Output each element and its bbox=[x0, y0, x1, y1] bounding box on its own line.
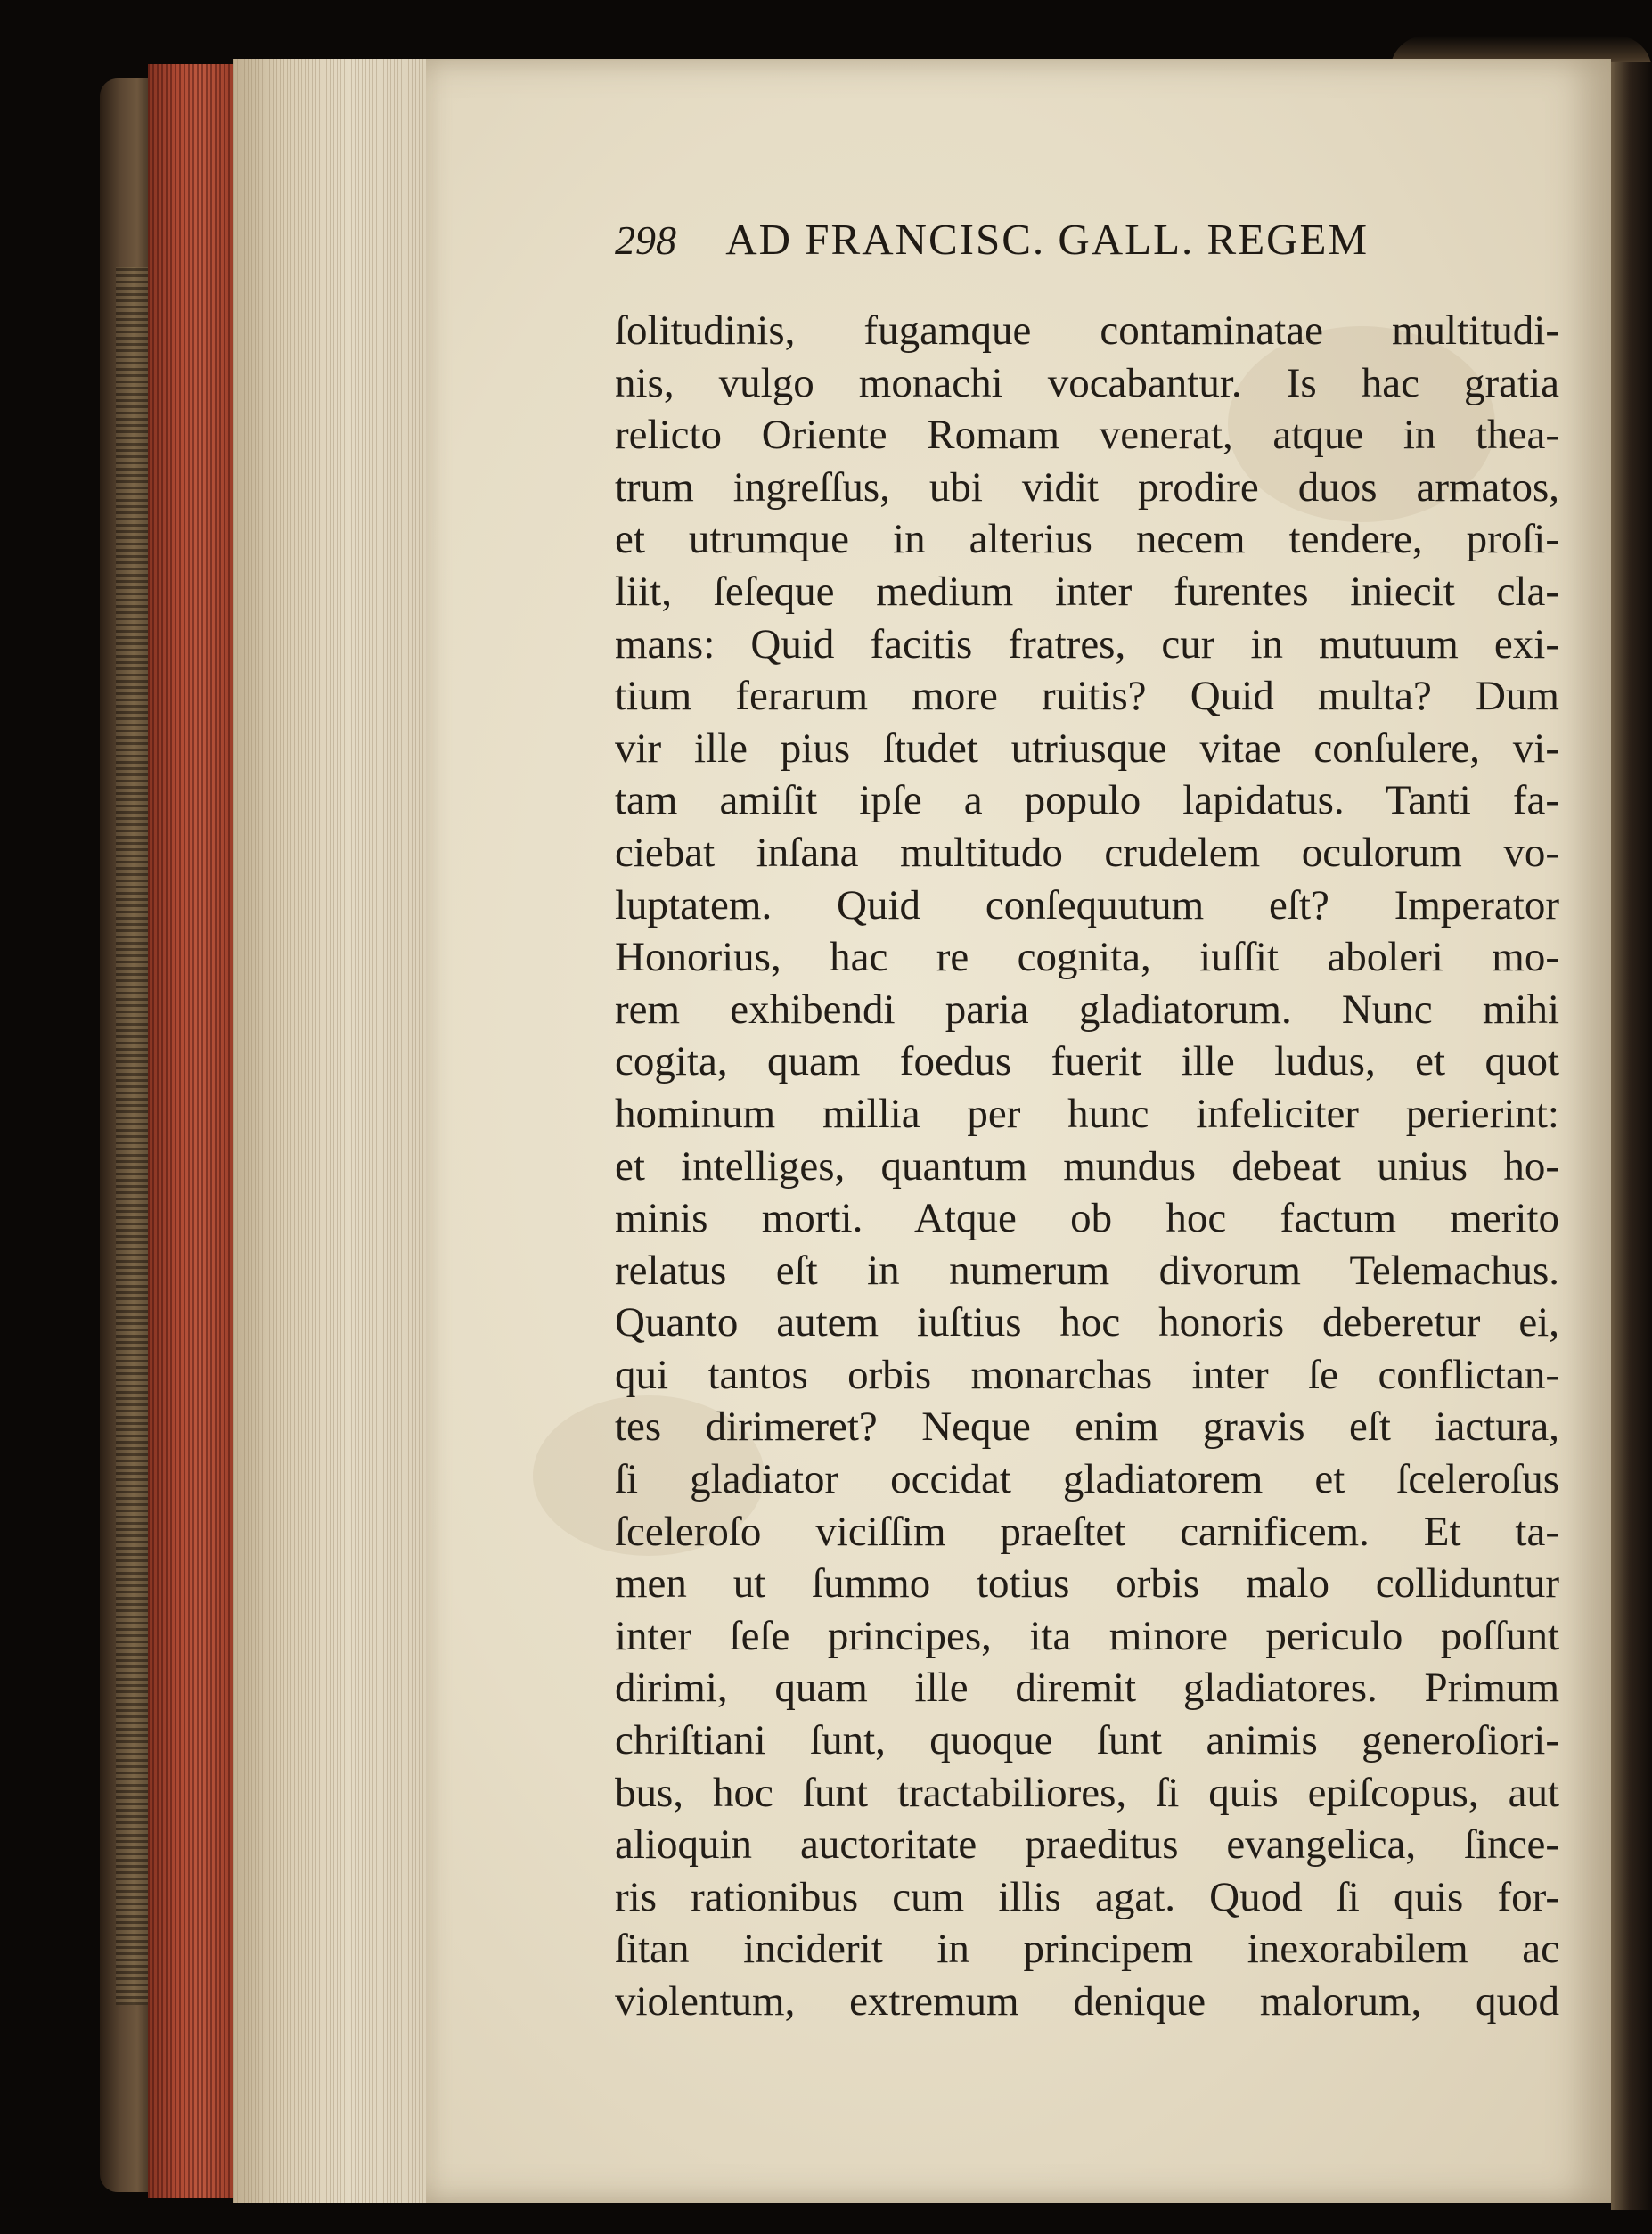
text-line: bus, hoc ſunt tractabiliores, ſi quis epiſcopus, aut bbox=[615, 1769, 1559, 1816]
speckled-board-edge bbox=[116, 267, 151, 2005]
text-line: relicto Oriente Romam venerat, atque in thea- bbox=[615, 412, 1559, 459]
text-line: liit, ſeſeque medium inter furentes iniecit cla- bbox=[615, 568, 1559, 615]
text-line: tam amiſit ipſe a populo lapidatus. Tanti fa- bbox=[615, 777, 1559, 824]
text-line: relatus eſt in numerum divorum Telemachus. bbox=[615, 1247, 1559, 1294]
text-line: nis, vulgo monachi vocabantur. Is hac gratia bbox=[615, 359, 1559, 406]
text-line: chriſtiani ſunt, quoque ſunt animis generoſiori- bbox=[615, 1717, 1559, 1764]
text-line: inter ſeſe principes, ita minore periculo poſſunt bbox=[615, 1612, 1559, 1659]
text-line: violentum, extremum denique malorum, quod bbox=[615, 1978, 1559, 2025]
text-line: alioquin auctoritate praeditus evangelica, ſince- bbox=[615, 1821, 1559, 1869]
page-stack-edges bbox=[233, 59, 428, 2203]
text-line: minis morti. Atque ob hoc factum merito bbox=[615, 1195, 1559, 1242]
body-text bbox=[615, 305, 1559, 2028]
text-line: dirimi, quam ille diremit gladiatores. Primum bbox=[615, 1665, 1559, 1712]
red-page-edges bbox=[148, 64, 235, 2198]
text-line: Quanto autem iuſtius hoc honoris deberetur ei, bbox=[615, 1299, 1559, 1346]
text-line: ciebat inſana multitudo crudelem oculorum vo- bbox=[615, 829, 1559, 876]
text-line: rem exhibendi paria gladiatorum. Nunc mihi bbox=[615, 986, 1559, 1033]
text-line: cogita, quam foedus fuerit ille ludus, et quot bbox=[615, 1038, 1559, 1085]
book-gutter bbox=[1611, 62, 1652, 2210]
text-line: ſceleroſo viciſſim praeſtet carnificem. Et ta- bbox=[615, 1508, 1559, 1555]
text-line: mans: Quid facitis fratres, cur in mutuum exi- bbox=[615, 620, 1559, 667]
text-line: ſi gladiator occidat gladiatorem et ſceleroſus bbox=[615, 1456, 1559, 1503]
text-line: luptatem. Quid conſequutum eſt? Imperator bbox=[615, 881, 1559, 929]
text-line: qui tantos orbis monarchas inter ſe conflictan- bbox=[615, 1351, 1559, 1398]
running-head: AD FRANCISC. GALL. REGEM bbox=[725, 215, 1370, 264]
text-line: vir ille pius ſtudet utriusque vitae conſulere, vi- bbox=[615, 724, 1559, 772]
text-line: ſolitudinis, fugamque contaminatae multitudi- bbox=[615, 307, 1559, 354]
text-line: ſitan inciderit in principem inexorabilem ac bbox=[615, 1926, 1559, 1973]
text-line: tium ferarum more ruitis? Quid multa? Dum bbox=[615, 673, 1559, 720]
text-line: ris rationibus cum illis agat. Quod ſi quis for- bbox=[615, 1873, 1559, 1920]
page-number: 298 bbox=[615, 217, 676, 263]
text-line: et intelliges, quantum mundus debeat unius ho- bbox=[615, 1142, 1559, 1190]
text-line: men ut ſummo totius orbis malo colliduntur bbox=[615, 1560, 1559, 1608]
text-line: hominum millia per hunc infeliciter perierint: bbox=[615, 1090, 1559, 1137]
text-line: tes dirimeret? Neque enim gravis eſt iactura, bbox=[615, 1403, 1559, 1451]
text-line: trum ingreſſus, ubi vidit prodire duos armatos, bbox=[615, 463, 1559, 511]
page-header bbox=[615, 214, 1506, 276]
text-line: et utrumque in alterius necem tendere, proſi- bbox=[615, 516, 1559, 563]
text-line: Honorius, hac re cognita, iuſſit aboleri mo- bbox=[615, 934, 1559, 981]
